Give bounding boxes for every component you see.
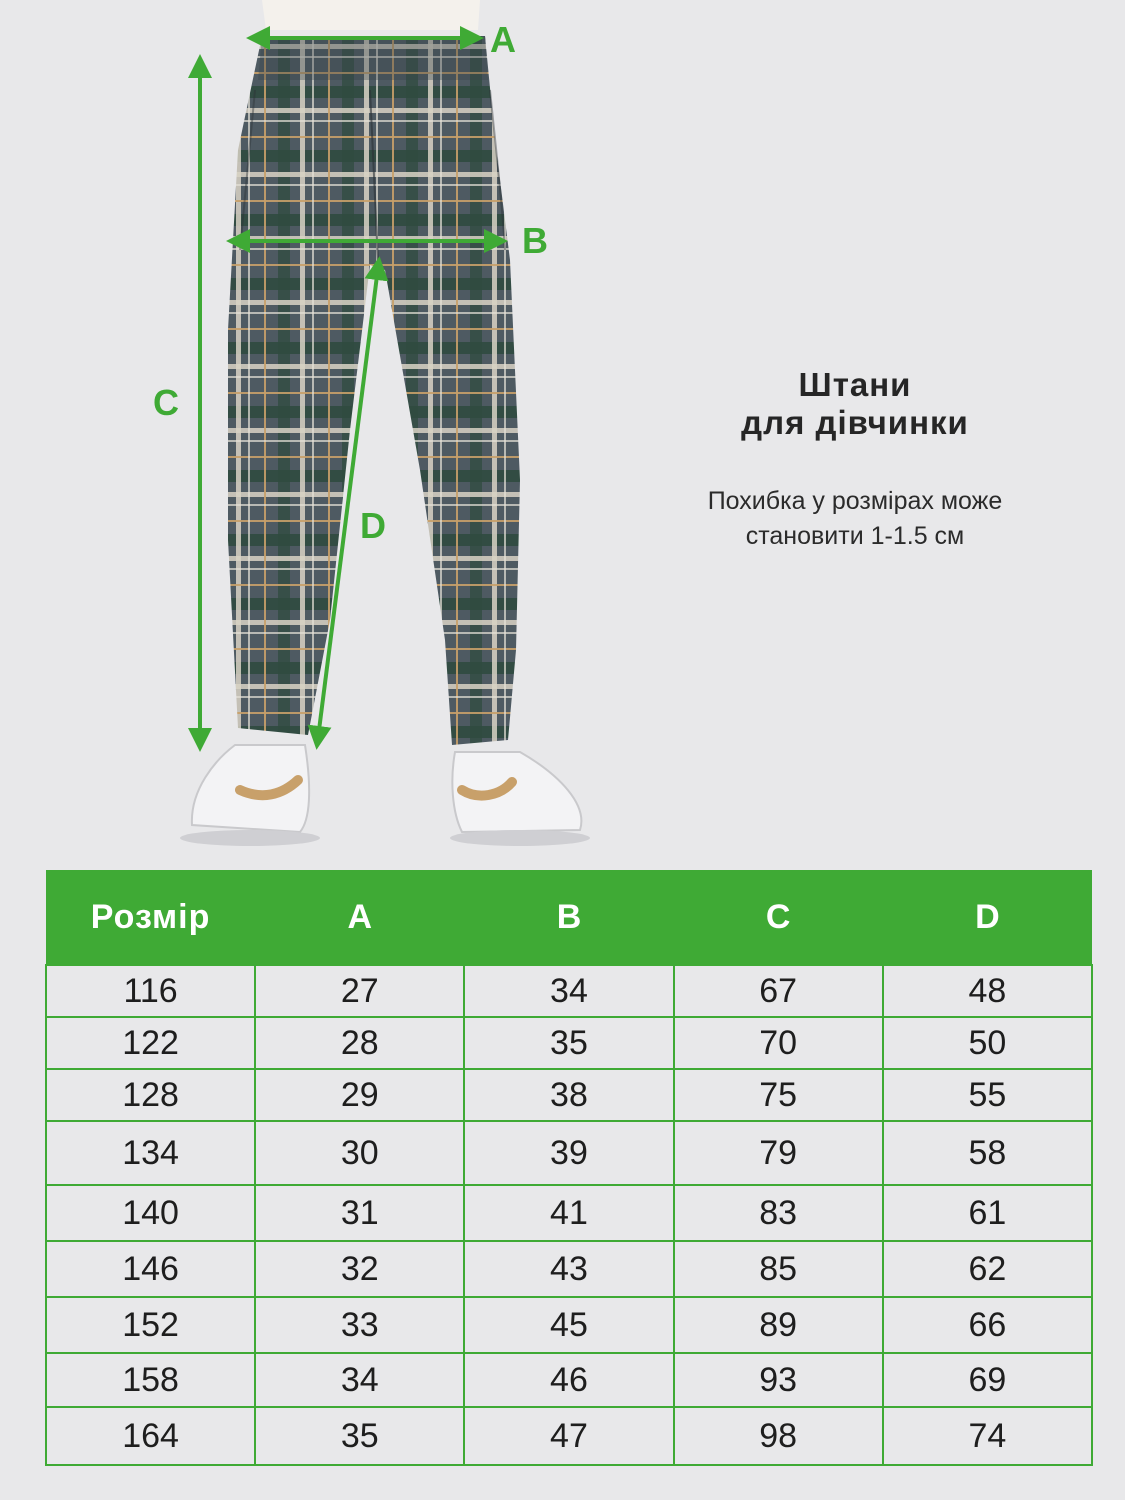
cell-c: 67 bbox=[674, 965, 883, 1017]
table-row bbox=[46, 1017, 1092, 1069]
cell-d: 48 bbox=[883, 965, 1092, 1017]
cell-size: 122 bbox=[46, 1017, 255, 1069]
cell-size: 152 bbox=[46, 1297, 255, 1353]
cell-c: 85 bbox=[674, 1241, 883, 1297]
label-b: B bbox=[522, 220, 548, 261]
cell-a: 34 bbox=[255, 1353, 464, 1407]
cell-d: 61 bbox=[883, 1185, 1092, 1241]
table-row bbox=[46, 965, 1092, 1017]
tolerance-note bbox=[655, 484, 1055, 554]
cell-a: 28 bbox=[255, 1017, 464, 1069]
table-row bbox=[46, 1185, 1092, 1241]
header-d: D bbox=[883, 870, 1092, 965]
cell-size: 116 bbox=[46, 965, 255, 1017]
header-a: A bbox=[255, 870, 464, 965]
cell-a: 32 bbox=[255, 1241, 464, 1297]
product-title bbox=[655, 366, 1055, 442]
cell-d: 55 bbox=[883, 1069, 1092, 1121]
cell-b: 35 bbox=[464, 1017, 673, 1069]
cell-d: 58 bbox=[883, 1121, 1092, 1185]
cell-size: 134 bbox=[46, 1121, 255, 1185]
cell-b: 41 bbox=[464, 1185, 673, 1241]
cell-c: 98 bbox=[674, 1407, 883, 1465]
cell-d: 62 bbox=[883, 1241, 1092, 1297]
cell-b: 45 bbox=[464, 1297, 673, 1353]
label-d: D bbox=[360, 505, 386, 546]
note-line-2: становити 1-1.5 см bbox=[745, 522, 965, 550]
label-a: A bbox=[490, 19, 516, 60]
cell-size: 164 bbox=[46, 1407, 255, 1465]
table-row bbox=[46, 1407, 1092, 1465]
cell-a: 29 bbox=[255, 1069, 464, 1121]
cell-d: 66 bbox=[883, 1297, 1092, 1353]
table-header-row bbox=[46, 870, 1092, 965]
cell-b: 43 bbox=[464, 1241, 673, 1297]
title-line-2: для дівчинки bbox=[741, 404, 969, 441]
cell-b: 34 bbox=[464, 965, 673, 1017]
cell-b: 46 bbox=[464, 1353, 673, 1407]
header-c: C bbox=[674, 870, 883, 965]
cell-a: 31 bbox=[255, 1185, 464, 1241]
cell-d: 50 bbox=[883, 1017, 1092, 1069]
header-size: Розмір bbox=[46, 870, 255, 965]
label-c: C bbox=[153, 382, 179, 423]
cell-b: 47 bbox=[464, 1407, 673, 1465]
table-row bbox=[46, 1353, 1092, 1407]
cell-b: 39 bbox=[464, 1121, 673, 1185]
cell-d: 69 bbox=[883, 1353, 1092, 1407]
cell-c: 83 bbox=[674, 1185, 883, 1241]
note-line-1: Похибка у розмірах може bbox=[707, 487, 1003, 515]
cell-c: 93 bbox=[674, 1353, 883, 1407]
header-b: B bbox=[464, 870, 673, 965]
cell-c: 89 bbox=[674, 1297, 883, 1353]
table-row bbox=[46, 1121, 1092, 1185]
cell-a: 27 bbox=[255, 965, 464, 1017]
cell-a: 33 bbox=[255, 1297, 464, 1353]
table-row bbox=[46, 1069, 1092, 1121]
cell-c: 79 bbox=[674, 1121, 883, 1185]
cell-size: 140 bbox=[46, 1185, 255, 1241]
shirt bbox=[262, 0, 480, 30]
cell-d: 74 bbox=[883, 1407, 1092, 1465]
cell-c: 70 bbox=[674, 1017, 883, 1069]
title-line-1: Штани bbox=[798, 366, 912, 403]
size-table bbox=[45, 870, 1093, 1466]
cell-a: 30 bbox=[255, 1121, 464, 1185]
cell-c: 75 bbox=[674, 1069, 883, 1121]
cell-a: 35 bbox=[255, 1407, 464, 1465]
table-row bbox=[46, 1241, 1092, 1297]
cell-size: 158 bbox=[46, 1353, 255, 1407]
cell-b: 38 bbox=[464, 1069, 673, 1121]
cell-size: 146 bbox=[46, 1241, 255, 1297]
table-row bbox=[46, 1297, 1092, 1353]
cell-size: 128 bbox=[46, 1069, 255, 1121]
